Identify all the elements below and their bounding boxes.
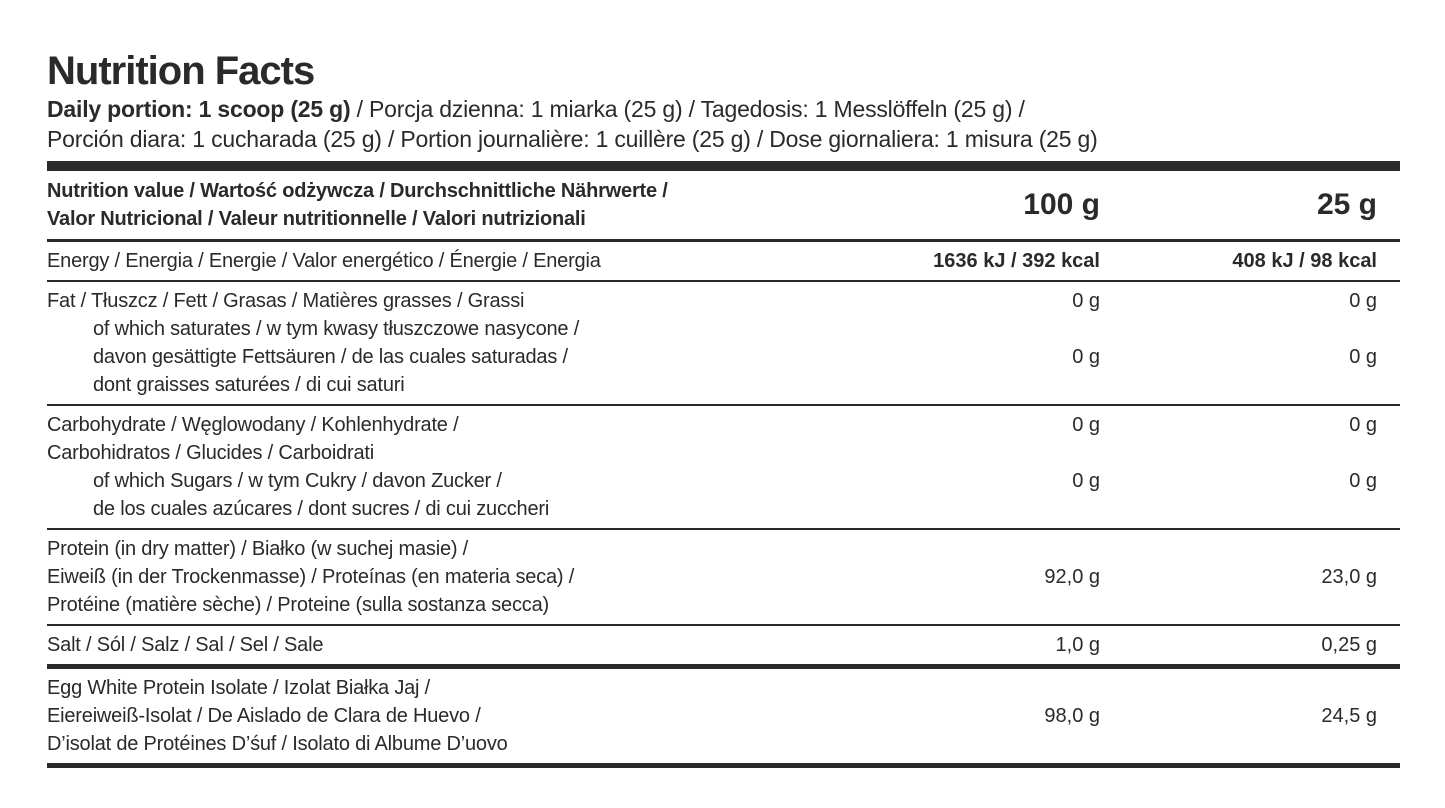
row-label-line: dont graisses saturées / di cui saturi: [93, 374, 405, 396]
row-label: [47, 247, 800, 275]
value-100g: 98,0 g: [1044, 705, 1100, 727]
row-values-25g: [1100, 535, 1400, 619]
row-label: [47, 287, 800, 399]
daily-portion-bold: Daily portion: 1 scoop (25 g): [47, 96, 351, 122]
value-100g: 92,0 g: [1044, 566, 1100, 588]
row-label-line: Protéine (matière sèche) / Proteine (sulla sostanza secca): [47, 594, 549, 616]
row-values-100g: [800, 631, 1100, 659]
page-title: Nutrition Facts: [47, 49, 315, 93]
row-values-25g: [1100, 287, 1400, 399]
row-values-100g: [800, 535, 1100, 619]
row-label-line: Eiweiß (in der Trockenmasse) / Proteínas (en materia seca) /: [47, 566, 575, 588]
nutrition-rows: [47, 242, 1400, 768]
row-label: [47, 411, 800, 523]
value-25g: 0,25 g: [1321, 634, 1377, 656]
header-divider-bar: [47, 161, 1400, 171]
row-label: [47, 631, 800, 659]
row-label-line: Energy / Energia / Energie / Valor energético / Énergie / Energia: [47, 250, 601, 272]
row-values-25g: [1100, 631, 1400, 659]
row-label-line: Protein (in dry matter) / Białko (w suchej masie) /: [47, 538, 469, 560]
row-label: [47, 674, 800, 758]
table-header-label-line-1: Nutrition value / Wartość odżywcza / Durchschnittliche Nährwerte /: [47, 180, 668, 202]
nutrition-row-salt: [47, 626, 1400, 664]
value-100g: 0 g: [1072, 414, 1100, 436]
row-label-line: Eiereiweiß-Isolat / De Aislado de Clara de Huevo /: [47, 705, 481, 727]
row-values-100g: [800, 674, 1100, 758]
row-label-line: of which saturates / w tym kwasy tłuszczowe nasycone /: [93, 318, 580, 340]
value-25g: 0 g: [1349, 346, 1377, 368]
row-values-100g: [800, 247, 1100, 275]
table-header-label: [47, 177, 800, 233]
column-header-100g: 100 g: [1023, 188, 1100, 221]
nutrition-row-energy: [47, 242, 1400, 280]
row-label-line: de los cuales azúcares / dont sucres / di cui zuccheri: [93, 498, 550, 520]
row-label-line: Egg White Protein Isolate / Izolat Białka Jaj /: [47, 677, 431, 699]
value-25g: 24,5 g: [1321, 705, 1377, 727]
table-header-label-line-2: Valor Nutricional / Valeur nutritionnelle / Valori nutrizionali: [47, 208, 586, 230]
value-25g: 0 g: [1349, 414, 1377, 436]
row-label-line: Carbohydrate / Węglowodany / Kohlenhydrate /: [47, 414, 459, 436]
value-100g: 1,0 g: [1055, 634, 1100, 656]
column-header-25g: 25 g: [1316, 188, 1377, 221]
row-label-line: Salt / Sól / Salz / Sal / Sel / Sale: [47, 634, 324, 656]
nutrition-row-fat: [47, 282, 1400, 404]
daily-portion-rest: / Porcja dzienna: 1 miarka (25 g) / Tagedosis: 1 Messlöffeln (25 g) /: [350, 96, 1025, 122]
nutrition-label: [47, 0, 1400, 768]
daily-portion-line-2: Porción diara: 1 cucharada (25 g) / Portion journalière: 1 cuillère (25 g) / Dose giornaliera: 1 misura (25 g): [47, 126, 1098, 152]
value-100g: 0 g: [1072, 290, 1100, 312]
row-label-line: davon gesättigte Fettsäuren / de las cuales saturadas /: [93, 346, 568, 368]
value-25g: 23,0 g: [1321, 566, 1377, 588]
value-100g: 1636 kJ / 392 kcal: [933, 250, 1100, 272]
row-values-25g: [1100, 247, 1400, 275]
row-values-100g: [800, 287, 1100, 399]
nutrition-row-protein: [47, 530, 1400, 624]
table-header-row: [47, 171, 1400, 239]
row-label-line: of which Sugars / w tym Cukry / davon Zucker /: [93, 470, 502, 492]
row-values-100g: [800, 411, 1100, 523]
row-label-line: D’isolat de Protéines D’śuf / Isolato di Albume D’uovo: [47, 733, 508, 755]
row-values-25g: [1100, 674, 1400, 758]
value-25g: 408 kJ / 98 kcal: [1232, 250, 1377, 272]
row-label-line: Carbohidratos / Glucides / Carboidrati: [47, 442, 374, 464]
nutrition-row-carbohydrate: [47, 406, 1400, 528]
nutrition-row-egg-white-protein-isolate: [47, 669, 1400, 763]
row-label-line: Fat / Tłuszcz / Fett / Grasas / Matières grasses / Grassi: [47, 290, 525, 312]
value-100g: 0 g: [1072, 470, 1100, 492]
value-25g: 0 g: [1349, 290, 1377, 312]
value-100g: 0 g: [1072, 346, 1100, 368]
value-25g: 0 g: [1349, 470, 1377, 492]
row-label: [47, 535, 800, 619]
row-values-25g: [1100, 411, 1400, 523]
daily-portion-line-1: [47, 94, 1400, 124]
row-separator-egg-white-protein-isolate: [47, 763, 1400, 768]
